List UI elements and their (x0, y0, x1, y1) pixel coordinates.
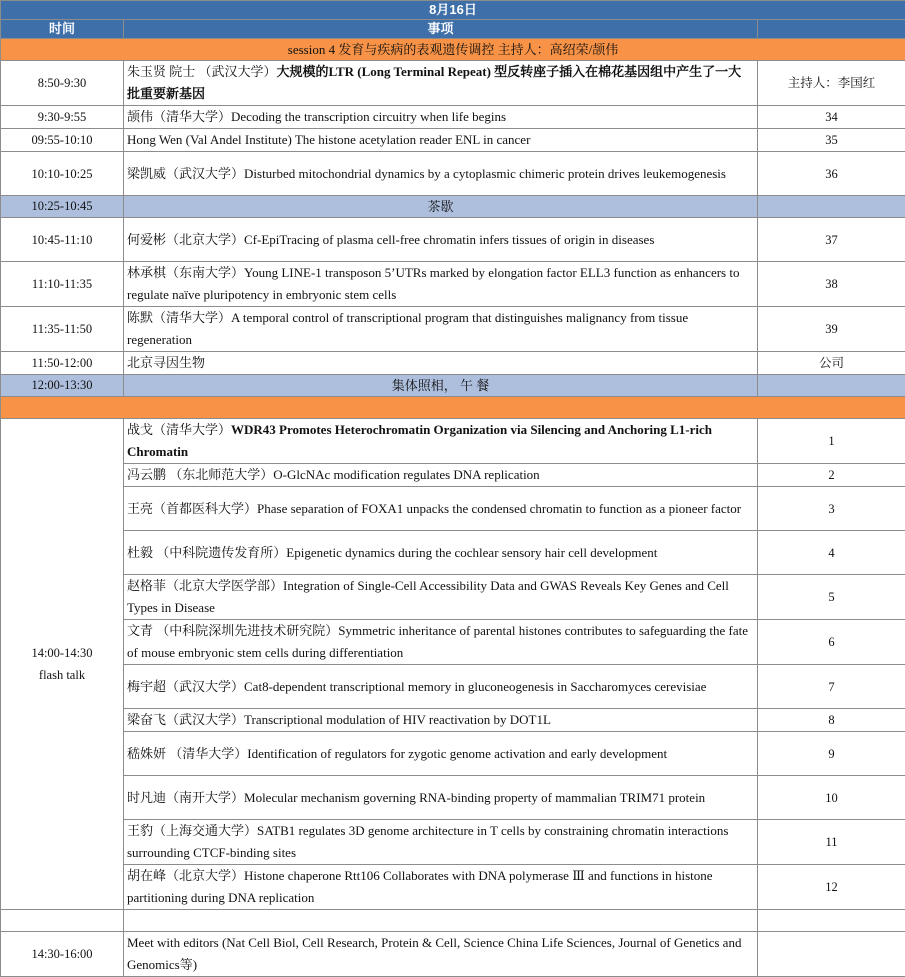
talk-speaker: 林承棋（东南大学） (127, 265, 244, 280)
lunch-break-label: 集体照相， 午 餐 (124, 375, 758, 397)
talk-row (1, 61, 905, 106)
talk-speaker: 陈默（清华大学） (127, 310, 231, 325)
tea-break-time: 10:25-10:45 (1, 196, 124, 218)
talk-note: 38 (758, 262, 905, 307)
talk-row (1, 152, 905, 196)
flash-talk-title: Phase separation of FOXA1 unpacks the condensed chromatin to function as a pioneer factor (257, 501, 741, 516)
talk-speaker: 颉伟（清华大学） (127, 109, 231, 124)
flash-talk-row (1, 487, 905, 531)
talk-topic (124, 61, 758, 106)
talk-title: A temporal control of transcriptional program that distinguishes malignancy from tissue regeneration (127, 310, 688, 347)
flash-talk-row (1, 419, 905, 464)
session-row (1, 39, 905, 61)
flash-talk-topic (124, 575, 758, 620)
flash-talk-number: 3 (758, 487, 905, 531)
spacer-row (1, 910, 905, 932)
lunch-break-time: 12:00-13:30 (1, 375, 124, 397)
talk-topic (124, 152, 758, 196)
tea-break-row (1, 196, 905, 218)
tea-break-note (758, 196, 905, 218)
talk-speaker: 何爱彬（北京大学） (127, 232, 244, 247)
spacer-note (758, 910, 905, 932)
flash-talk-row (1, 732, 905, 776)
afternoon-divider (1, 397, 905, 419)
date-row (1, 1, 905, 20)
flash-talk-row (1, 709, 905, 732)
flash-talk-row (1, 464, 905, 487)
talk-note: 37 (758, 218, 905, 262)
flash-talk-number: 10 (758, 776, 905, 820)
talk-row (1, 262, 905, 307)
flash-talk-row (1, 665, 905, 709)
flash-talk-topic (124, 487, 758, 531)
talk-speaker: 朱玉贤 院士 （武汉大学） (127, 64, 277, 79)
flash-talk-topic (124, 820, 758, 865)
flash-talk-topic (124, 665, 758, 709)
talk-note: 34 (758, 106, 905, 129)
talk-note: 39 (758, 307, 905, 352)
flash-talk-title: Integration of Single-Cell Accessibility Data and GWAS Reveals Key Genes and Cell Types in Disease (127, 578, 729, 615)
flash-talk-title: O-GlcNAc modification regulates DNA replication (273, 467, 539, 482)
column-header-row (1, 20, 905, 39)
flash-talk-speaker: 王豹（上海交通大学） (127, 823, 257, 838)
flash-talk-speaker: 杜毅 （中科院遗传发育所） (127, 545, 286, 560)
flash-talk-speaker: 梅宇超（武汉大学） (127, 679, 244, 694)
flash-talk-title: Molecular mechanism governing RNA-binding property of mammalian TRIM71 protein (244, 790, 705, 805)
talk-title: 大规模的LTR (Long Terminal Repeat) 型反转座子插入在棉花基因组中产生了一大批重要新基因 (127, 64, 741, 101)
flash-talk-title: WDR43 Promotes Heterochromatin Organization via Silencing and Anchoring L1-rich Chromatin (127, 422, 712, 459)
talk-title: Young LINE-1 transposon 5’UTRs marked by elongation factor ELL3 function as enhancers to regulate naïve pluripotency in embryonic stem cells (127, 265, 739, 302)
talk-row (1, 129, 905, 152)
talk-topic (124, 106, 758, 129)
talk-speaker: Hong Wen (Val Andel Institute) (127, 132, 292, 147)
sponsor-label: 北京寻因生物 (124, 352, 758, 375)
talk-title: Decoding the transcription circuitry when life begins (231, 109, 506, 124)
talk-topic (124, 307, 758, 352)
flash-talk-number: 8 (758, 709, 905, 732)
talk-topic (124, 262, 758, 307)
flash-talk-time: 14:00-14:30 (4, 642, 120, 664)
sponsor-time: 11:50-12:00 (1, 352, 124, 375)
flash-talk-speaker: 嵇姝妍 （清华大学） (127, 746, 247, 761)
flash-talk-speaker: 王亮（首都医科大学） (127, 501, 257, 516)
flash-talk-row (1, 865, 905, 910)
flash-talk-row (1, 776, 905, 820)
spacer-topic (124, 910, 758, 932)
item-column-header: 事项 (124, 20, 758, 39)
flash-talk-topic (124, 464, 758, 487)
talk-speaker: 梁凯威（武汉大学） (127, 166, 244, 181)
flash-talk-row (1, 820, 905, 865)
talk-note: 36 (758, 152, 905, 196)
flash-talk-number: 11 (758, 820, 905, 865)
flash-talk-subtitle: flash talk (4, 664, 120, 686)
lunch-break-row (1, 375, 905, 397)
tea-break-label: 茶歇 (124, 196, 758, 218)
date-heading: 8月16日 (1, 1, 905, 20)
flash-talk-topic (124, 531, 758, 575)
talk-row (1, 218, 905, 262)
talk-time: 8:50-9:30 (1, 61, 124, 106)
flash-talk-topic (124, 419, 758, 464)
flash-talk-title: Identification of regulators for zygotic genome activation and early development (247, 746, 667, 761)
talk-time: 11:10-11:35 (1, 262, 124, 307)
session-title: session 4 发育与疾病的表观遗传调控 主持人：高绍荣/颉伟 (1, 39, 905, 61)
talk-title: The histone acetylation reader ENL in cancer (295, 132, 531, 147)
flash-talk-speaker: 赵格菲（北京大学医学部） (127, 578, 283, 593)
talk-time: 10:45-11:10 (1, 218, 124, 262)
flash-talk-topic (124, 776, 758, 820)
flash-talk-topic (124, 732, 758, 776)
flash-talk-time-cell (1, 419, 124, 910)
flash-talk-number: 2 (758, 464, 905, 487)
talk-topic (124, 218, 758, 262)
flash-talk-number: 4 (758, 531, 905, 575)
flash-talk-number: 5 (758, 575, 905, 620)
flash-talk-number: 12 (758, 865, 905, 910)
flash-talk-row (1, 531, 905, 575)
talk-topic (124, 129, 758, 152)
editors-note (758, 932, 905, 977)
flash-talk-title: Transcriptional modulation of HIV reactivation by DOT1L (244, 712, 551, 727)
flash-talk-title: Cat8-dependent transcriptional memory in gluconeogenesis in Saccharomyces cerevisiae (244, 679, 706, 694)
flash-talk-speaker: 冯云鹏 （东北师范大学） (127, 467, 273, 482)
flash-talk-title: Epigenetic dynamics during the cochlear sensory hair cell development (286, 545, 657, 560)
flash-talk-speaker: 文青 （中科院深圳先进技术研究院） (127, 623, 338, 638)
sponsor-row (1, 352, 905, 375)
editors-row (1, 932, 905, 977)
talk-title: Cf-EpiTracing of plasma cell-free chromatin infers tissues of origin in diseases (244, 232, 654, 247)
flash-talk-number: 6 (758, 620, 905, 665)
flash-talk-topic (124, 865, 758, 910)
flash-talk-number: 7 (758, 665, 905, 709)
talk-note: 35 (758, 129, 905, 152)
flash-talk-speaker: 时凡迪（南开大学） (127, 790, 244, 805)
flash-talk-topic (124, 620, 758, 665)
time-column-header: 时间 (1, 20, 124, 39)
flash-talk-row (1, 620, 905, 665)
flash-talk-speaker: 梁奋飞（武汉大学） (127, 712, 244, 727)
sponsor-note: 公司 (758, 352, 905, 375)
talk-row (1, 106, 905, 129)
flash-talk-number: 1 (758, 419, 905, 464)
editors-time: 14:30-16:00 (1, 932, 124, 977)
talk-note: 主持人：李国红 (758, 61, 905, 106)
talk-time: 10:10-10:25 (1, 152, 124, 196)
afternoon-divider-row (1, 397, 905, 419)
flash-talk-title: Histone chaperone Rtt106 Collaborates with DNA polymerase Ⅲ and functions in histone partitioning during DNA replication (127, 868, 713, 905)
flash-talk-number: 9 (758, 732, 905, 776)
talk-time: 11:35-11:50 (1, 307, 124, 352)
flash-talk-speaker: 战戈（清华大学） (127, 422, 231, 437)
flash-talk-title: SATB1 regulates 3D genome architecture in T cells by constraining chromatin interactions surrounding CTCF-binding sites (127, 823, 728, 860)
talk-row (1, 307, 905, 352)
flash-talk-topic (124, 709, 758, 732)
spacer-time (1, 910, 124, 932)
lunch-break-note (758, 375, 905, 397)
flash-talk-title: Symmetric inheritance of parental histones contributes to safeguarding the fate of mouse embryonic stem cells during differentiation (127, 623, 748, 660)
editors-label: Meet with editors (Nat Cell Biol, Cell Research, Protein & Cell, Science China Life Sciences, Journal of Genetics and Genomics等) (124, 932, 758, 977)
flash-talk-speaker: 胡在峰（北京大学） (127, 868, 244, 883)
talk-title: Disturbed mitochondrial dynamics by a cytoplasmic chimeric protein drives leukemogenesis (244, 166, 726, 181)
flash-talk-row (1, 575, 905, 620)
talk-time: 9:30-9:55 (1, 106, 124, 129)
note-column-header (758, 20, 905, 39)
talk-time: 09:55-10:10 (1, 129, 124, 152)
